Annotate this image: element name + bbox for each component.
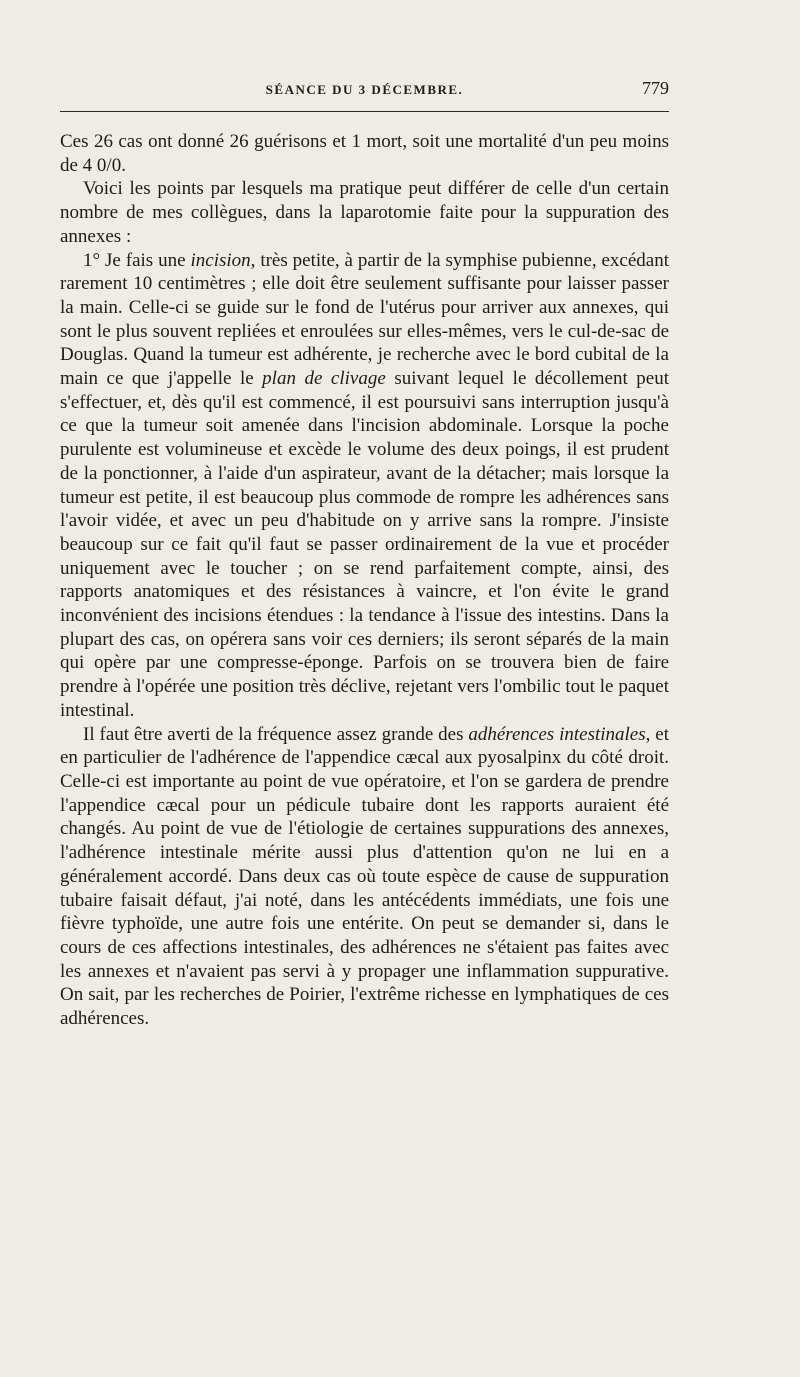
paragraph-1 (60, 130, 669, 177)
paragraph-1-text: Ces 26 cas ont donné 26 guérisons et 1 mort, soit une mortalité d'un peu moins de 4 0/0. (60, 131, 669, 176)
paragraph-4-italic-adherences: adhérences intestinales (468, 723, 646, 745)
paragraph-4-text-a: Il faut être averti de la fréquence assez grande des (83, 723, 469, 745)
running-head-title: SÉANCE DU 3 DÉCEMBRE. (265, 82, 464, 97)
paragraph-3-text-c: suivant lequel le décollement peut s'effectuer, et, dès qu'il est commencé, il est poursuivi sans interruption jusqu'à ce que la tumeur soit amenée dans l'incision abdominale. Lorsque la poche purulente est volumineuse et excède le volume des deux poings, il est prudent de la ponctionner, à l'aide d'un aspirateur, avant de la détacher; mais lorsque la tumeur est petite, il est beaucoup plus commode de rompre les adhérences sans l'avoir vidée, et avec un peu d'habitude on y arrive sans la rompre. J'insiste beaucoup sur ce fait qu'il faut se passer ordinairement de la vue et procéder uniquement avec le toucher ; on se rend parfaitement compte, ainsi, des rapports anatomiques et des résistances à vaincre, et l'on évite le grand inconvénient des incisions étendues : la tendance à l'issue des intestins. Dans la plupart des cas, on opérera sans voir ces derniers; ils seront séparés de la main qui opère par une compresse-éponge. Parfois on se trouvera bien de faire prendre à l'opérée une position très déclive, rejetant vers l'ombilic tout le paquet intestinal. (60, 368, 669, 721)
paragraph-3-italic-plan-de-clivage: plan de clivage (262, 368, 386, 390)
paragraph-2 (60, 177, 669, 248)
paragraph-3-italic-incision: incision, (190, 249, 256, 271)
body-text (60, 130, 669, 1031)
paragraph-4-text-b: , et en particulier de l'adhérence de l'appendice cæcal aux pyosalpinx du côté droit. Celle-ci est importante au point de vue opératoire, et l'on se gardera de prendre l'appendice cæcal pour un pédicule tubaire dont les rapports auraient été changés. Au point de vue de l'étiologie de certaines suppurations des annexes, l'adhérence intestinale mérite aussi plus d'attention qu'on ne lui en a généralement accordé. Dans deux cas où toute espèce de cause de suppuration tubaire faisait défaut, j'ai noté, dans les antécédents immédiats, une fois une fièvre typhoïde, une autre fois une entérite. On peut se demander si, dans le cours de ces affections intestinales, des adhérences ne s'étaient pas faites avec les annexes et n'avaient pas servi à y propager une inflammation suppurative. On sait, par les recherches de Poirier, l'extrême richesse en lymphatiques de ces adhérences. (60, 723, 669, 1030)
paragraph-3-text-b: très petite, à partir de la symphise pubienne, excédant rarement 10 centimètres ; elle doit être seulement suffisante pour laisser passer la main. Celle-ci se guide sur le fond de l'utérus pour arriver aux annexes, qui sont le plus souvent repliées et enroulées sur elles-mêmes, vers le cul-de-sac de Douglas. Quand la tumeur est adhérente, je recherche avec le bord cubital de la main ce que j'appelle le (60, 249, 669, 390)
paragraph-2-text: Voici les points par lesquels ma pratique peut différer de celle d'un certain nombre de mes collègues, dans la laparotomie faite pour la suppuration des annexes : (60, 178, 669, 247)
header-rule (60, 111, 669, 112)
paragraph-4 (60, 723, 669, 1031)
paragraph-3 (60, 249, 669, 723)
page-number: 779 (642, 78, 669, 98)
running-head (60, 74, 669, 108)
paragraph-3-text-a: 1° Je fais une (83, 249, 191, 271)
